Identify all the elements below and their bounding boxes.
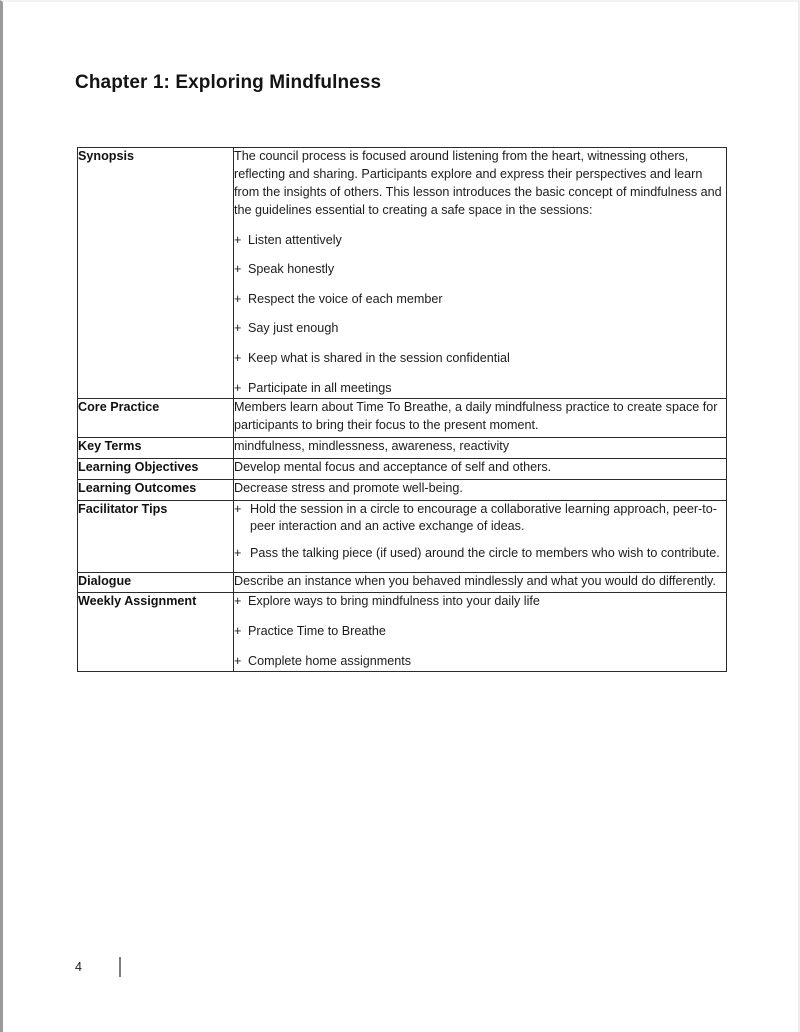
row-label: Dialogue xyxy=(78,572,234,593)
table-row xyxy=(78,479,727,500)
row-content xyxy=(234,479,727,500)
bullet-item: + Listen attentively xyxy=(234,232,726,250)
row-label: Key Terms xyxy=(78,438,234,459)
bullet-item: + Participate in all meetings xyxy=(234,380,726,398)
row-bullet-list xyxy=(234,501,726,563)
row-label: Learning Objectives xyxy=(78,458,234,479)
page-title: Chapter 1: Exploring Mindfulness xyxy=(75,72,382,93)
row-paragraph: Members learn about Time To Breathe, a daily mindfulness practice to create space for participants to bring their focus to the present moment. xyxy=(234,400,718,433)
table-row xyxy=(78,593,727,672)
bullet-item: + Respect the voice of each member xyxy=(234,291,726,309)
lesson-plan-table xyxy=(77,147,727,672)
row-paragraph: Describe an instance when you behaved mindlessly and what you would do differently. xyxy=(234,573,716,588)
page-footer xyxy=(75,956,121,978)
bullet-item: + Complete home assignments xyxy=(234,653,726,671)
row-paragraph: mindfulness, mindlessness, awareness, reactivity xyxy=(234,439,510,453)
row-paragraph: Develop mental focus and acceptance of self and others. xyxy=(234,459,552,474)
row-bullet-list xyxy=(234,593,726,670)
table-row xyxy=(78,148,727,399)
row-bullet-list xyxy=(234,232,726,398)
bullet-item: + Practice Time to Breathe xyxy=(234,623,726,641)
page-number: 4 xyxy=(75,960,82,974)
row-content xyxy=(234,500,727,572)
table-row xyxy=(78,458,727,479)
row-label: Weekly Assignment xyxy=(78,593,234,672)
row-content xyxy=(234,572,727,593)
row-content xyxy=(234,593,727,672)
row-content xyxy=(234,399,727,438)
table-row xyxy=(78,500,727,572)
row-label: Core Practice xyxy=(78,399,234,438)
table-row xyxy=(78,399,727,438)
lesson-plan-table-body xyxy=(78,148,727,672)
row-content xyxy=(234,148,727,399)
row-content xyxy=(234,458,727,479)
bullet-item: + Pass the talking piece (if used) around the circle to members who wish to contribute. xyxy=(234,545,726,563)
bullet-item: + Speak honestly xyxy=(234,261,726,279)
row-label: Facilitator Tips xyxy=(78,500,234,572)
row-label: Learning Outcomes xyxy=(78,479,234,500)
table-row xyxy=(78,572,727,593)
footer-divider-rule xyxy=(119,957,121,977)
row-content xyxy=(234,438,727,459)
table-row xyxy=(78,438,727,459)
row-paragraph: The council process is focused around listening from the heart, witnessing others, reflecting and sharing. Participants explore and express their perspectives and learn from the insights of others. This lesson introduces the basic concept of mindfulness and the guidelines essential to creating a safe space in the sessions: xyxy=(234,149,722,217)
bullet-item: + Keep what is shared in the session confidential xyxy=(234,350,726,368)
bullet-item: + Say just enough xyxy=(234,320,726,338)
row-label: Synopsis xyxy=(78,148,234,399)
row-paragraph: Decrease stress and promote well-being. xyxy=(234,480,463,495)
bullet-item: + Explore ways to bring mindfulness into your daily life xyxy=(234,593,726,611)
bullet-item: + Hold the session in a circle to encourage a collaborative learning approach, peer-to-peer interaction and an active exchange of ideas. xyxy=(234,501,726,536)
